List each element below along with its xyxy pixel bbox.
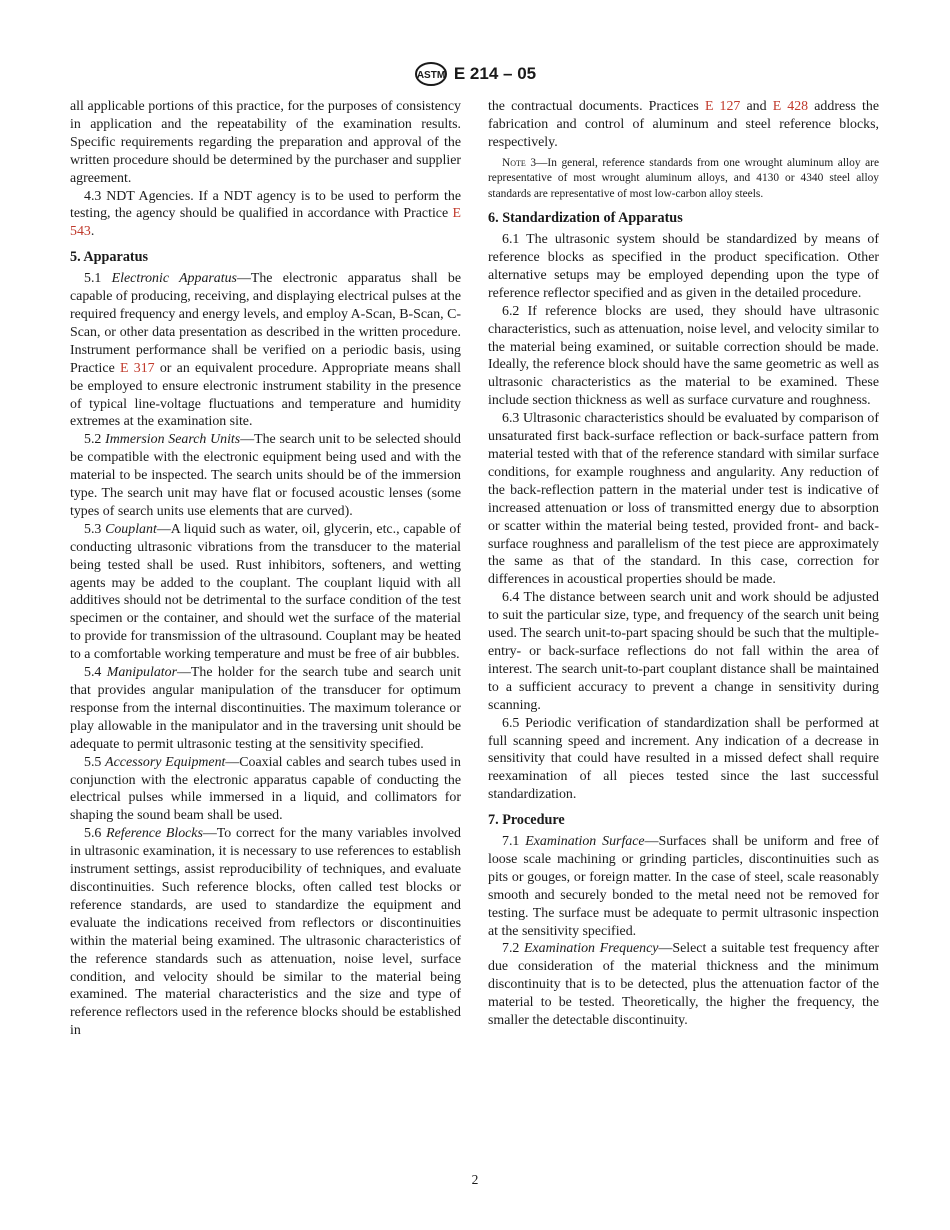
section-6-heading: 6. Standardization of Apparatus <box>488 210 683 227</box>
left-column <box>70 98 461 1040</box>
section-5-heading: 5. Apparatus <box>70 249 149 266</box>
paragraph-6-3: 6.3 Ultrasonic characteristics should be evaluated by comparison of unsaturated first back-surface reflection or back-surface pattern from material tested with that of the reference standard with similar surface conditions, for example roughness and angularity. Any reduction of the back-reflection pattern in the material under test is indicative of increased attenuation or loss of transmitted energy due to absorption or scatter within the material being tested, provided front- and back-surface roughness and parallelism of the test piece are approximately the same as that of the standard. In this case, correction for differences in acoustical properties should be made. <box>488 411 879 588</box>
paragraph-5-5: 5.5 Accessory Equipment—Coaxial cables and search tubes used in conjunction with the electronic apparatus capable of conducting the electrical pulses while immersed in a liquid, and collimators for shaping the sound beam shall be used. <box>70 754 461 824</box>
paragraph-5-6-continued: the contractual documents. Practices E 127 and E 428 address the fabrication and control of aluminum and steel reference blocks, respectively. <box>488 99 880 150</box>
practice-e543-link[interactable]: E 543 <box>70 206 461 240</box>
section-7-heading: 7. Procedure <box>488 812 565 829</box>
svg-text:ASTM: ASTM <box>416 70 446 81</box>
astm-logo-icon <box>414 62 448 86</box>
page-number: 2 <box>471 1172 479 1187</box>
paragraph-4-2-continued: all applicable portions of this practice, for the purposes of consistency in application and the repeatability of the examination results. Specific requirements regarding the preparation and approval of the written procedure should be determined by the purchaser and supplier agreement. <box>70 99 461 186</box>
right-column <box>488 98 879 1030</box>
paragraph-5-1: 5.1 Electronic Apparatus—The electronic apparatus shall be capable of producing, receiving, and displaying electrical pulses at the required frequency and energy levels, and employ A-Scan, B-Scan, C-Scan, or other data presentation as described in the written procedure. Instrument performance shall be verified on a periodic basis, using Practice E 317 or an equivalent procedure. Appropriate means shall be employed to ensure electronic instrument stability in the presence of typical line-voltage fluctuations and temperature and humidity extremes at the examination site. <box>70 271 462 430</box>
paragraph-6-5: 6.5 Periodic verification of standardization shall be performed at full scanning speed and increment. Any indication of a decrease in sensitivity that could have resulted in a missed defect shall require reexamination of all pieces tested since the last successful standardization. <box>488 715 879 803</box>
paragraph-5-6: 5.6 Reference Blocks—To correct for the many variables involved in ultrasonic examination, it is necessary to use references to establish instrument settings, assist reproducibility of techniques, and evaluate discontinuities. Such reference blocks, often called test blocks or reference standards, are used to standardize the equipment and evaluate the indications received from reflectors or discontinuities within the material being examined. The ultrasonic characteristics of the reference standards such as attenuation, noise level, surface condition, and velocity should be similar to the material being examined. The material characteristics and the size and type of reference reflectors used in the reference blocks should be established in <box>70 826 461 1039</box>
practice-e127-link[interactable]: E 127 <box>704 99 741 114</box>
paragraph-4-3: 4.3 NDT Agencies. If a NDT agency is to be used to perform the testing, the agency should be qualified in accordance with Practice E 543. <box>70 188 461 240</box>
paragraph-6-2: 6.2 If reference blocks are used, they should have ultrasonic characteristics, such as attenuation, noise level, and velocity similar to the material being examined, or suitable correction should be made. Ideally, the reference block should have the same geometric as well as ultrasonic characteristics as the material to be examined. These include section thickness as well as surface curvature and roughness. <box>488 303 879 409</box>
paragraph-5-4: 5.4 Manipulator—The holder for the search tube and search unit that provides angular manipulation of the transducer for optimum response from the internal discontinuities. The maximum tolerance or play allowable in the manipulator and in the traversing unit should be adequate to permit ultrasonic testing at the sensitivity specified. <box>70 665 461 752</box>
paragraph-5-2: 5.2 Immersion Search Units—The search unit to be selected should be compatible with the electronic equipment being used and with the material to be inspected. The search units should be of the immersion type. The search unit may have flat or focused acoustic lenses (some types of search units use elements that are curved). <box>70 432 461 519</box>
paragraph-7-1: 7.1 Examination Surface—Surfaces shall be uniform and free of loose scale machining or grinding particles, discontinuities such as pits or gouges, or foreign matter. In the case of steel, scale reasonably smooth and securely bonded to the metal need not be removed for testing. The surface must be adequate to permit ultrasonic inspection at the sensitivity specified. <box>488 834 880 939</box>
paragraph-6-1: 6.1 The ultrasonic system should be standardized by means of reference blocks as specified in the product specification. Other alternative setups may be employed depending upon the type of reference reflector specified and as given in the detailed procedure. <box>488 232 879 301</box>
practice-e317-link[interactable]: E 317 <box>120 360 155 376</box>
document-designation: E 214 – 05 <box>453 64 537 83</box>
practice-e428-link[interactable]: E 428 <box>772 99 809 114</box>
paragraph-5-3: 5.3 Couplant—A liquid such as water, oil, glycerin, etc., capable of conducting ultrasonic vibrations from the transducer to the material being tested shall be used. Rust inhibitors, softeners, and wetting agents may be added to the couplant. The couplant liquid with all additives should not be detrimental to the surface condition of the test specimen or the container, and should wet the surface of the material to provide for transmission of the ultrasound. Couplant may be heated to a comfortable working temperature and must be free of air bubbles. <box>70 521 461 663</box>
paragraph-7-2: 7.2 Examination Frequency—Select a suitable test frequency after due consideration of the material thickness and the minimum discontinuity that is to be detected, plus the attenuation factor of the material to be tested. Theoretically, the higher the frequency, the smaller the detectable discontinuity. <box>488 941 879 1029</box>
paragraph-6-4: 6.4 The distance between search unit and work should be adjusted to suit the particular size, type, and frequency of the search unit being used. The search unit-to-part spacing should be such that the multiple-entry- or back-surface reflections do not fall within the area of interest. The search unit-to-part couplant distance shall be maintained to a sufficient accuracy to prevent a change in sensitivity during scanning. <box>488 590 879 713</box>
note-3: Note 3—In general, reference standards from one wrought aluminum alloy are representative of most wrought aluminum alloys, and 4130 or 4340 steel alloy standards are representative of most low-carbon alloy steels. <box>488 156 879 200</box>
page-header <box>0 62 950 86</box>
